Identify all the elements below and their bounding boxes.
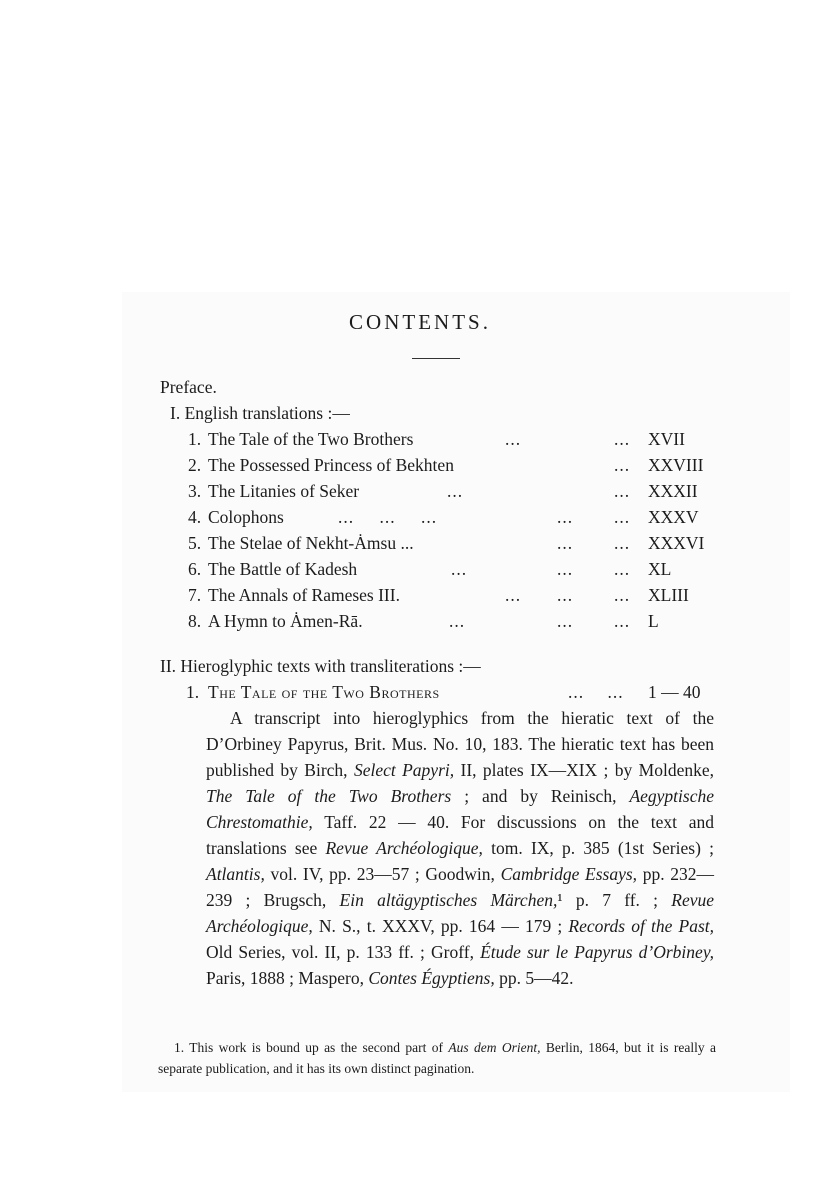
entry-title: A Hymn to Ȧmen-Rā. <box>208 611 363 631</box>
entry-page: L <box>648 611 659 631</box>
entry-leader-dots: ... <box>614 429 631 449</box>
para-text: vol. IV, pp. 23—57 ; Goodwin, <box>264 864 501 884</box>
para-italic: Contes Égyptiens, <box>368 968 495 988</box>
para-text: ; and by Reinisch, <box>451 786 630 806</box>
entry-leader-dots: ... <box>505 429 522 449</box>
para-italic: The Tale of the Two Brothers <box>206 786 452 806</box>
preface-entry: Preface. <box>160 377 217 397</box>
para-text: N. S., t. XXXV, pp. 164 — 179 ; <box>312 916 569 936</box>
section-2-entry-pages: 1 — 40 <box>648 682 701 702</box>
entry-leader-dots: ... <box>449 611 466 631</box>
footnote <box>158 1037 716 1079</box>
entry-title: Colophons <box>208 507 284 527</box>
entry-title: The Annals of Rameses III. <box>208 585 400 605</box>
entry-page: XXXVI <box>648 533 705 553</box>
para-text: ¹ p. 7 ff. ; <box>557 890 672 910</box>
para-italic: Revue Archéologique, <box>206 890 715 936</box>
para-italic: Cambridge Essays, <box>500 864 638 884</box>
para-italic: Ein altägyptisches Märchen, <box>339 890 558 910</box>
entry-number: 3. <box>188 481 202 501</box>
para-italic: Select Papyri, <box>353 760 455 780</box>
entry-number: 5. <box>188 533 202 553</box>
entry-number: 4. <box>188 507 202 527</box>
entry-leader-dots: ... <box>557 533 574 553</box>
entry-number: 2. <box>188 455 202 475</box>
section-1-heading: I. English translations :— <box>170 403 350 423</box>
para-italic: Revue Archéologique, <box>325 838 483 858</box>
entry-leader-dots: ... <box>614 455 631 475</box>
para-text: tom. IX, p. 385 (1st Series) ; <box>482 838 714 858</box>
entry-leader-dots: ... <box>557 559 574 579</box>
para-text: A transcript into hieroglyphics from the hieratic text of the D’Orbiney Papyrus, Brit. Mus. No. 10, 183. The hieratic text has been published by Birch, <box>206 708 714 780</box>
footnote-text: Berlin, 1864, but it is really a separate publication, and it has its own distinct pagination. <box>158 1040 716 1076</box>
para-italic: Étude sur le Papyrus d’Orbiney, <box>480 942 714 962</box>
para-italic: Records of the Past, <box>568 916 714 936</box>
section-2-heading: II. Hieroglyphic texts with transliterations :— <box>160 656 481 676</box>
entry-leader-dots: ... <box>614 559 631 579</box>
entry-leader-dots: ... <box>447 481 464 501</box>
entry-page: XLIII <box>648 585 689 605</box>
para-italic: Atlantis, <box>206 864 265 884</box>
entry-title: The Tale of the Two Brothers <box>208 429 414 449</box>
entry-leader-dots: ... <box>614 507 631 527</box>
entry-page: XXXV <box>648 507 699 527</box>
para-text: Paris, 1888 ; Maspero, <box>206 968 369 988</box>
entry-leader-dots: ... <box>614 585 631 605</box>
entry-title: The Battle of Kadesh <box>208 559 358 579</box>
entry-page: XL <box>648 559 672 579</box>
footnote-text: 1. This work is bound up as the second part of <box>174 1040 449 1055</box>
entry-number: 1. <box>188 429 202 449</box>
entry-page: XVII <box>648 429 685 449</box>
entry-leader-dots: ... <box>557 611 574 631</box>
para-text: II, plates IX—XIX ; by Moldenke, <box>454 760 715 780</box>
para-italic: Aegyptische Chrestomathie, <box>206 786 714 832</box>
entry-leader-dots: ... <box>557 507 574 527</box>
para-text: pp. 5—42. <box>494 968 574 988</box>
para-text: pp. 232—239 ; Brugsch, <box>206 864 714 910</box>
page-title: CONTENTS. <box>349 310 491 334</box>
entry-leader-dots: ... <box>614 611 631 631</box>
entry-leader-dots: ... <box>557 585 574 605</box>
footnote-italic: Aus dem Orient, <box>448 1040 541 1055</box>
section-2-entry-dots: ... ... <box>568 682 624 702</box>
entry-leader-dots: ... <box>614 533 631 553</box>
entry-leader-dots: ... <box>614 481 631 501</box>
para-text: Taff. 22 — 40. For discussions on the text and translations see <box>206 812 714 858</box>
entry-leader-dots: ... <box>505 585 522 605</box>
entry-page: XXVIII <box>648 455 704 475</box>
entry-title: The Litanies of Seker <box>208 481 360 501</box>
para-text: Old Series, vol. II, p. 133 ff. ; Groff, <box>206 942 481 962</box>
title-rule <box>412 358 460 359</box>
section-2-entry-title: The Tale of the Two Brothers <box>208 682 440 702</box>
entry-page: XXXII <box>648 481 698 501</box>
entry-title: The Possessed Princess of Bekhten <box>208 455 454 475</box>
entry-number: 7. <box>188 585 202 605</box>
section-2-entry-number: 1. <box>186 682 200 702</box>
entry-leader-dots: ... <box>451 559 468 579</box>
entry-number: 6. <box>188 559 202 579</box>
description-paragraph <box>206 705 714 991</box>
entry-number: 8. <box>188 611 202 631</box>
entry-leader-dots: ... ... ... <box>338 507 438 527</box>
entry-title: The Stelae of Nekht-Ȧmsu ... <box>208 533 414 553</box>
